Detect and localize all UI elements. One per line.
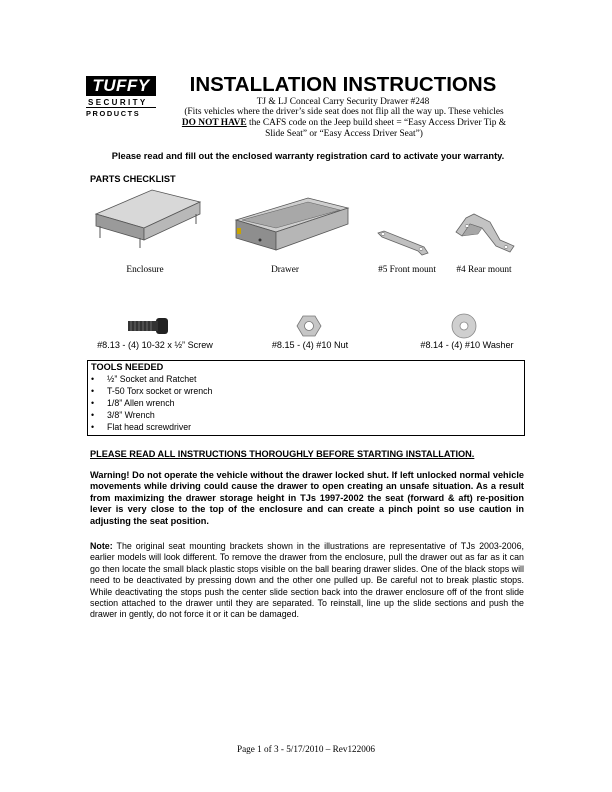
safety-warning: Warning! Do not operate the vehicle without the drawer locked shut. If left unlocked normal vehicle movements while driving could cause the drawer to open creating an unsafe situation. As a result from maximizing the drawer storage height in TJs 1997-2002 the seat (forward & aft) re-position lever is very close to the top of the enclosure and can create a pinch point so use caution in adjusting the seat position. (90, 470, 524, 526)
tool-item-text: 3/8” Wrench (107, 410, 155, 420)
note-label: Note: (90, 541, 113, 551)
tuffy-logo (86, 76, 158, 128)
removal-note (90, 541, 524, 621)
fitment-emphasis: DO NOT HAVE (181, 118, 247, 128)
logo-brand: TUFFY (86, 76, 156, 96)
tool-item: • 1/8” Allen wrench (91, 398, 175, 408)
screw-icon (124, 316, 172, 336)
front-mount-icon (374, 227, 434, 257)
tool-item: • Flat head screwdriver (91, 422, 192, 432)
fitment-note-line-3: Slide Seat” or “Easy Access Driver Seat”) (265, 129, 423, 139)
page-footer: Page 1 of 3 - 5/17/2010 – Rev122006 (236, 744, 376, 754)
fitment-note-line-1: (Fits vehicles where the driver’s side seat does not flip all the way up. These vehicles (184, 107, 504, 117)
fitment-note-line-2-text: the CAFS code on the Jeep build sheet = “Easy Access Driver Tip & (246, 118, 507, 128)
part-label-enclosure: Enclosure (126, 265, 164, 275)
note-text: The original seat mounting brackets shown in the illustrations are representative of TJs 2003-2006, earlier models will look different. To remove the drawer from the enclosure, pull the drawer out as far as it can go then locate the small black plastic stops visible on the ball bearing drawer slides. One of the black stops will need to be deactivated by pressing down and the other one pulled up. Be careful not to break plastic stops. While deactivating the stops push the center slide section back into the drawer enclosure off of the front slide section attached to the drawer until they are separated. To reinstall, line up the slide sections and push the drawer in gently, do not force it or it can be damaged. (90, 541, 524, 620)
drawer-icon (230, 194, 354, 252)
warranty-notice: Please read and fill out the enclosed warranty registration card to activate your warranty. (111, 151, 505, 161)
nut-icon (296, 314, 322, 338)
part-label-nut: #8.15 - (4) #10 Nut (271, 340, 349, 350)
parts-checklist-heading: PARTS CHECKLIST (90, 174, 176, 184)
rear-mount-icon (452, 212, 522, 256)
tools-heading: TOOLS NEEDED (91, 362, 164, 372)
read-instructions-notice: PLEASE READ ALL INSTRUCTIONS THOROUGHLY BEFORE STARTING INSTALLATION. (90, 449, 475, 459)
tool-item-text: T-50 Torx socket or wrench (107, 386, 213, 396)
drawer-lock-icon (237, 228, 241, 234)
part-label-front-mount: #5 Front mount (378, 265, 436, 275)
tool-item: • 3/8” Wrench (91, 410, 155, 420)
logo-divider (86, 107, 156, 108)
tool-item: • ½” Socket and Ratchet (91, 374, 197, 384)
logo-products: PRODUCTS (86, 109, 141, 118)
page-title: INSTALLATION INSTRUCTIONS (189, 73, 497, 96)
part-label-washer: #8.14 - (4) #10 Washer (420, 340, 514, 350)
tools-needed-box (87, 360, 525, 436)
fitment-note-line-2 (160, 118, 528, 128)
part-label-screw: #8.13 - (4) 10-32 x ½” Screw (97, 340, 213, 350)
part-label-rear-mount: #4 Rear mount (456, 265, 512, 275)
part-label-drawer: Drawer (271, 265, 299, 275)
enclosure-icon (92, 186, 204, 250)
tool-item-text: Flat head screwdriver (107, 422, 192, 432)
tool-item-text: ½” Socket and Ratchet (107, 374, 197, 384)
tool-item: • T-50 Torx socket or wrench (91, 386, 213, 396)
tool-item-text: 1/8” Allen wrench (107, 398, 175, 408)
page-subtitle: TJ & LJ Conceal Carry Security Drawer #248 (256, 97, 430, 107)
washer-icon (450, 312, 478, 340)
logo-security: SECURITY (88, 98, 148, 107)
